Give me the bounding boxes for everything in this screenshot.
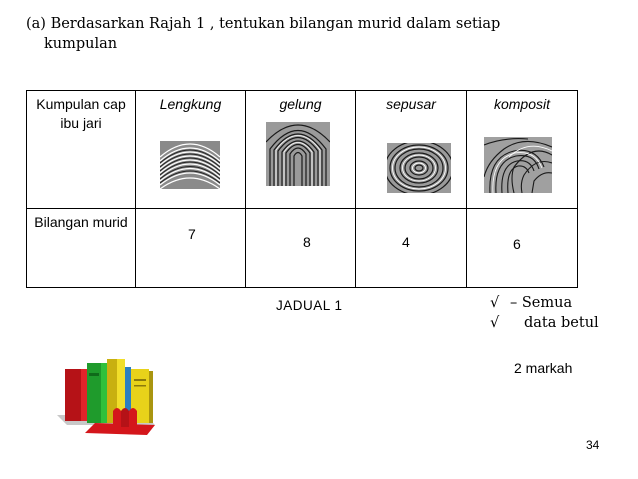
category-cell-lengkung <box>136 91 246 209</box>
category-label: komposit <box>493 96 551 112</box>
count-value: 6 <box>513 236 521 252</box>
category-label: gelung <box>279 96 322 112</box>
whorl-fingerprint-icon <box>387 143 451 193</box>
category-cell-komposit <box>467 91 578 209</box>
books-clipart-icon <box>55 355 165 440</box>
count-cell-lengkung <box>136 209 246 288</box>
arch-fingerprint-icon <box>160 141 220 189</box>
check-mark: √ <box>490 295 500 311</box>
category-cell-gelung <box>246 91 356 209</box>
count-value: 7 <box>188 226 196 242</box>
count-cell-sepusar <box>356 209 467 288</box>
count-cell-gelung <box>246 209 356 288</box>
table-row-counts <box>27 209 578 288</box>
category-label: Lengkung <box>159 96 222 112</box>
question-text <box>26 14 586 54</box>
check-mark: √ <box>490 315 500 331</box>
count-value: 4 <box>402 234 410 250</box>
marks-total: 2 markah <box>514 360 573 376</box>
question-line-2: kumpulan <box>44 36 118 52</box>
count-cell-komposit <box>467 209 578 288</box>
marking-line-2: data betul <box>524 315 599 331</box>
table-caption: JADUAL 1 <box>276 298 343 313</box>
marking-line-1: – Semua <box>510 295 573 311</box>
count-label: Bilangan murid <box>34 214 128 230</box>
table-row-fingerprint-types <box>27 91 578 209</box>
loop-fingerprint-icon <box>266 122 330 186</box>
category-label: sepusar <box>386 96 436 112</box>
header-label: Kumpulan cap ibu jari <box>36 96 126 131</box>
page-number: 34 <box>586 438 600 452</box>
count-label-cell <box>27 209 136 288</box>
fingerprint-table <box>26 90 578 288</box>
marking-notes <box>490 293 599 333</box>
question-line-1: (a) Berdasarkan Rajah 1 , tentukan bilangan murid dalam setiap <box>26 16 501 32</box>
composite-fingerprint-icon <box>484 137 552 193</box>
count-value: 8 <box>303 234 311 250</box>
category-cell-sepusar <box>356 91 467 209</box>
header-label-cell <box>27 91 136 209</box>
